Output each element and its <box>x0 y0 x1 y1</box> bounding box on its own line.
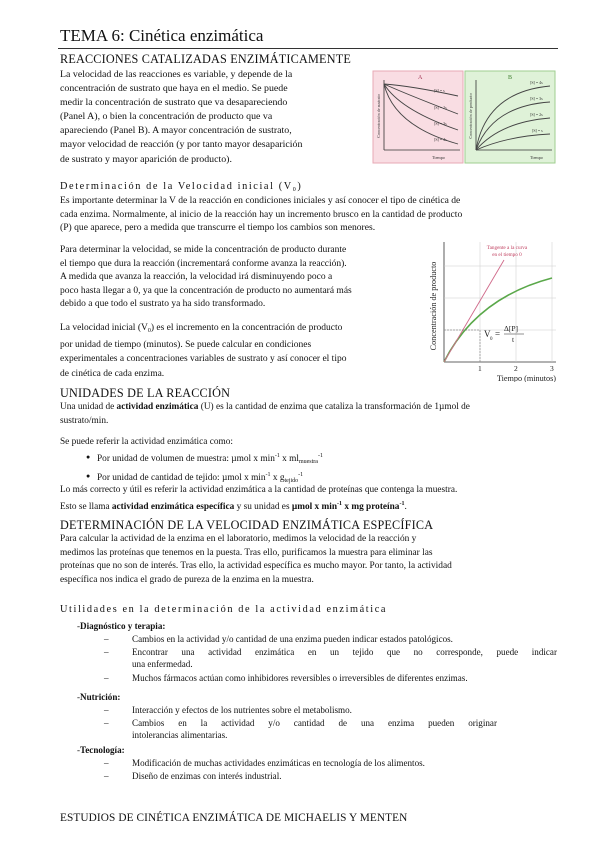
sec2-line <box>60 321 393 338</box>
section-heading-michaelis-menten: ESTUDIOS DE CINÉTICA ENZIMÁTICA DE MICHAELIS Y MENTEN <box>60 812 408 824</box>
b2-sub: tejido <box>284 477 299 484</box>
heading-text: Determinación de la Velocidad inicial (V <box>60 181 293 192</box>
heading-sub: 0 <box>292 187 298 193</box>
sec3-unit <box>292 502 405 512</box>
sec2-line: experimentales a concentraciones variables de sustrato y así conocer el tipo <box>60 354 347 365</box>
unit-text: x mg proteína <box>342 501 400 512</box>
b1-mid: x ml <box>279 454 299 464</box>
list-item: – Modificación de muchas actividades enzimáticas en tecnología de los alimentos. <box>132 757 557 770</box>
v0-sub: 0 <box>147 328 151 334</box>
sec3-text: . <box>404 501 407 512</box>
figc-tick: 2 <box>514 364 518 373</box>
sec2-para3 <box>60 321 393 381</box>
sec3-intro-list: Se puede referir la actividad enzimática como: <box>60 437 233 447</box>
sec3-line <box>60 498 560 515</box>
panel-a-ylabel: Concentración de sustrato <box>376 94 381 138</box>
sec2-line: poco hasta llegar a 0, ya que la concentración de producto no aumentará más <box>60 285 352 296</box>
sec3-bold: actividad enzimática <box>116 402 199 412</box>
sec3-text: Una unidad de <box>60 402 117 412</box>
list-item-continuation: intolerancias alimentarias. <box>132 730 228 740</box>
group-label-nutricion: -Nutrición: <box>77 692 121 702</box>
figc-denominator: t <box>512 335 515 344</box>
sec1-line: concentración de sustrato que haya en el medio. Se puede <box>60 83 288 95</box>
sec1-line: de sustrato y mayor aparición de producto). <box>60 153 232 165</box>
group-label-tecnologia: -Tecnología: <box>77 745 125 755</box>
figc-v0-sub: 0 <box>490 337 493 342</box>
section-heading-unidades: UNIDADES DE LA REACCIÓN <box>60 386 231 400</box>
panel-a-curve-label: [S] = s <box>434 88 445 93</box>
group-list-tecnologia <box>132 757 557 782</box>
list-item: – Encontrar una actividad enzimática en un tejido que no corresponde, puede indicar <box>132 646 557 659</box>
b2-mid: x g <box>270 472 285 483</box>
list-item: – Muchos fármacos actúan como inhibidores reversibles o irreversibles de diferentes enzimas. <box>132 672 557 685</box>
list-item-continuation: una enfermedad. <box>132 659 193 669</box>
panel-b-curve-label: [S] = 3s <box>530 96 543 101</box>
panel-a-curve-label: [S] = 3s <box>434 121 447 126</box>
heading-end: ) <box>297 181 303 192</box>
figc-numerator: Δ[P] <box>504 324 518 333</box>
figc-equals: = <box>495 329 501 339</box>
figc-tangent-label: Tangente a la curva <box>486 245 528 251</box>
b1-sup: -1 <box>274 453 280 459</box>
section-heading-velocidad-especifica: DETERMINACIÓN DE LA VELOCIDAD ENZIMÁTICA ESPECÍFICA <box>60 518 434 532</box>
sec1-paragraph <box>60 68 334 167</box>
b2-sup: -1 <box>265 471 271 478</box>
sec3-text: (U) es la cantidad de enzima que cataliza la transformación de 1µmol de <box>198 402 470 412</box>
panel-b-curve-label: [S] = s <box>532 128 543 133</box>
b2-text: Por unidad de cantidad de tejido: µmol x min <box>97 472 266 483</box>
figure-initial-velocity <box>424 236 560 382</box>
sec2-line: Es importante determinar la V de la reacción en condiciones iniciales y así conocer el tipo de cinética de <box>60 195 461 206</box>
unit-sup: -1 <box>337 500 343 507</box>
panel-b-curve-label: [S] = 2s <box>530 112 543 117</box>
figc-v0: V <box>484 329 491 339</box>
sec4-line: Para calcular la actividad de la enzima en el laboratorio, medimos la velocidad de la reacción y <box>60 534 417 544</box>
sec3-line: Lo más correcto y útil es referir la actividad enzimática a la cantidad de proteínas que contenga la muestra. <box>60 485 458 495</box>
figc-tangent-line <box>444 260 504 362</box>
panel-a-curve-label: [S] = 4s <box>434 137 447 142</box>
figc-xlabel: Tiempo (minutos) <box>496 374 556 382</box>
figc-product-curve <box>444 278 552 362</box>
sec3-specific <box>60 484 560 514</box>
b1-sup2: -1 <box>317 453 323 459</box>
panel-a-xlabel: Tiempo <box>432 155 445 160</box>
sec1-line: medir la concentración de sustrato que va desapareciendo <box>60 97 288 109</box>
sec1-line: La velocidad de las reacciones es variable, y depende de la <box>60 69 293 80</box>
group-label: Tecnología: <box>80 745 125 755</box>
sec3-text: Esto se llama <box>60 501 112 512</box>
b2-sup2: -1 <box>298 471 304 478</box>
panel-b-xlabel: Tiempo <box>530 155 543 160</box>
group-label-diagnostico: -Diagnóstico y terapia: <box>77 621 166 631</box>
sec2-line: cada enzima. Normalmente, al inicio de la reacción hay un incremento brusco en la cantidad de producto <box>60 208 463 220</box>
sec3-text: y su unidad es <box>234 501 292 512</box>
list-item: – Diseño de enzimas con interés industrial. <box>132 770 557 783</box>
bullet-item <box>97 450 323 469</box>
sec4-paragraph <box>60 533 558 587</box>
figc-tick: 1 <box>478 364 482 373</box>
unit-text: µmol x min <box>291 501 338 512</box>
sec2-line: Para determinar la velocidad, se mide la concentración de producto durante <box>60 245 347 255</box>
figc-tangent-label: en el tiempo 0 <box>492 252 522 258</box>
figc-ylabel: Concentración de producto <box>429 261 438 351</box>
sec2-line: el tiempo que dura la reacción (incrementará conforme avanza la reacción). <box>60 258 347 269</box>
sec2-line: de cinética de cada enzima. <box>60 368 165 379</box>
group-list-nutricion <box>132 704 497 742</box>
panel-a-curve-label: [S] = 2s <box>434 105 447 110</box>
b1-text: Por unidad de volumen de muestra: µmol x min <box>97 454 275 464</box>
sec4-line: medimos las proteínas que tenemos en la puesta. Tras ello, purificamos la muestra para eliminar las <box>60 547 433 558</box>
panel-b-ylabel: Concentración de producto <box>468 93 473 139</box>
sec3-line <box>60 401 560 415</box>
sec1-line: (Panel A), o bien la concentración de producto que va <box>60 111 273 123</box>
sec4-line: proteínas que no son de interés. Tras ello, la actividad específica es mucho mayor. Por tanto, la actividad <box>60 561 452 572</box>
page-title: TEMA 6: Cinética enzimática <box>60 26 264 45</box>
b1-sub: muestra <box>298 459 318 465</box>
sec2-line: A medida que avanza la reacción, la velocidad irá disminuyendo poco a <box>60 272 333 283</box>
sec3-bold: actividad enzimática específica <box>111 501 235 512</box>
list-item: – Interacción y efectos de los nutrientes sobre el metabolismo. <box>132 704 497 717</box>
sec2-intro <box>60 194 558 235</box>
group-label: Diagnóstico y terapia: <box>80 621 166 631</box>
section-heading-reacciones: REACCIONES CATALIZADAS ENZIMÁTICAMENTE <box>60 52 351 66</box>
panel-b-label: B <box>508 75 513 81</box>
v0-rest: ) es el incremento en la concentración de producto <box>150 323 343 333</box>
group-list-diagnostico <box>132 633 557 684</box>
section-heading-velocidad-inicial <box>60 181 302 193</box>
list-item: – Cambios en la actividad y/o cantidad de una enzima pueden indicar estados patológicos. <box>132 633 557 646</box>
sec2-line: debido a que todo el sustrato ya ha sido transformado. <box>60 299 266 310</box>
sec2-para2 <box>60 244 393 312</box>
sec3-bullet-list <box>97 450 323 487</box>
sec1-line: apareciendo (Panel B). A mayor concentración de sustrato, <box>60 125 292 137</box>
sec3-paragraph <box>60 401 560 428</box>
figure-panels-ab <box>372 70 556 164</box>
title-underline <box>58 48 558 49</box>
sec2-line: por unidad de tiempo (minutos). Se puede calcular en condiciones <box>60 340 312 351</box>
v0-text: La velocidad inicial (V <box>60 323 148 333</box>
unit-sup: -1 <box>399 500 405 507</box>
section-heading-utilidades: Utilidades en la determinación de la actividad enzimática <box>60 604 388 615</box>
group-label: Nutrición: <box>80 692 121 702</box>
sec1-line: mayor velocidad de reacción (y por tanto mayor desaparición <box>60 139 303 151</box>
panel-b-curve-label: [S] = 4s <box>530 80 543 85</box>
list-item: – Cambios en la actividad y/o cantidad de una enzima pueden originar <box>132 717 497 730</box>
sec2-line: (P) que aparece, pero a medida que transcurre el tiempo los cambios son menores. <box>60 222 376 234</box>
panel-a-label: A <box>418 75 423 81</box>
figc-tick: 3 <box>550 364 554 373</box>
sec4-line: específica nos indica el grado de pureza de la enzima en la muestra. <box>60 574 314 585</box>
sec3-line: sustrato/min. <box>60 415 109 426</box>
